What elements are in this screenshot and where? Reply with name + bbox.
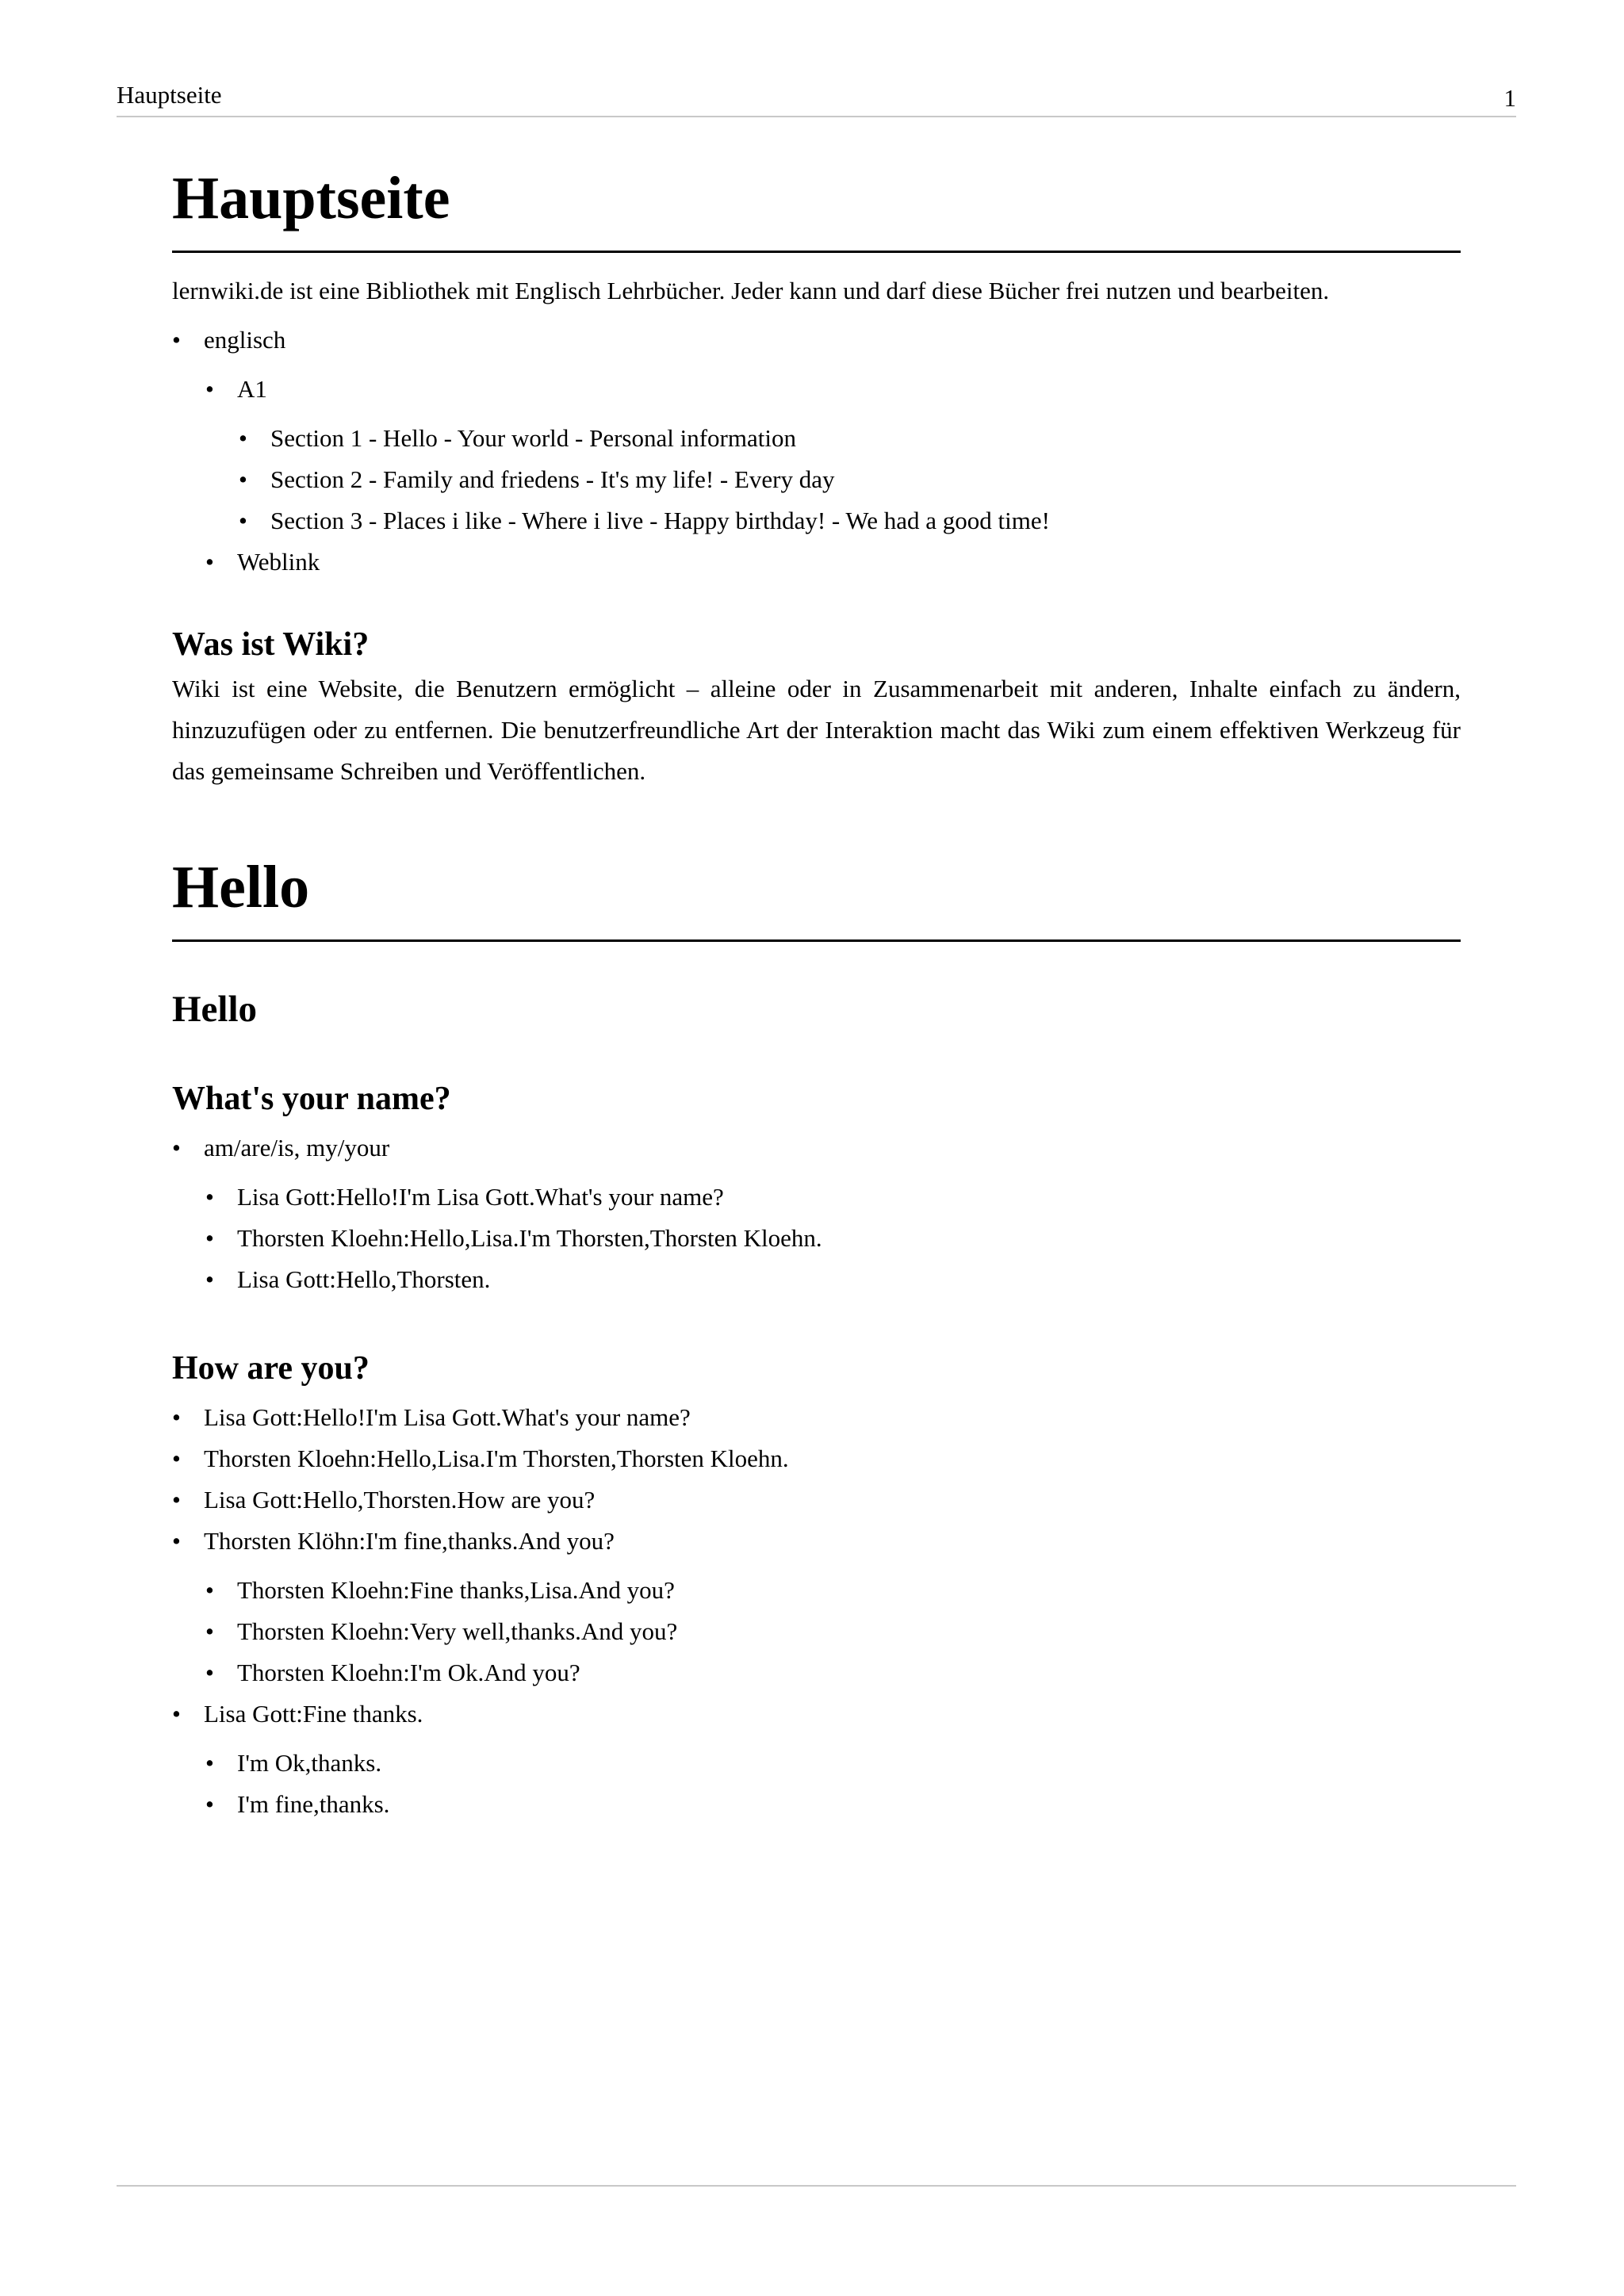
- dialog-line: • I'm Ok,thanks.: [237, 1743, 1461, 1784]
- hauptseite-title: Hauptseite: [172, 159, 1461, 253]
- dialog-line: • Thorsten Kloehn:Hello,Lisa.I'm Thorsten,Thorsten Kloehn.: [204, 1438, 1461, 1479]
- name-heading: What's your name?: [172, 1081, 451, 1117]
- list-item-weblink[interactable]: • Weblink: [237, 541, 1461, 583]
- dialog-line: • Lisa Gott:Hello!I'm Lisa Gott.What's your name?: [204, 1397, 1461, 1438]
- footer-rule: [117, 2185, 1516, 2187]
- sub-list: [172, 369, 1461, 410]
- page-content: [172, 159, 1461, 1825]
- section-list: [172, 418, 1461, 541]
- dialog-line: • Lisa Gott:Fine thanks.: [204, 1693, 1461, 1735]
- dialog-line: • Lisa Gott:Hello,Thorsten.How are you?: [204, 1479, 1461, 1521]
- weblink-list: [172, 541, 1461, 583]
- list-item-englisch[interactable]: • englisch: [204, 320, 1461, 361]
- list-item-section-2[interactable]: • Section 2 - Family and friedens - It's my life! - Every day: [270, 459, 1461, 500]
- main-list: [172, 320, 1461, 361]
- dialog-line: • Thorsten Kloehn:Hello,Lisa.I'm Thorsten,Thorsten Kloehn.: [237, 1218, 1461, 1259]
- dialog-line: • Lisa Gott:Hello!I'm Lisa Gott.What's your name?: [237, 1177, 1461, 1218]
- name-topic-list: [172, 1127, 1461, 1169]
- list-item-section-3[interactable]: • Section 3 - Places i like - Where i live - Happy birthday! - We had a good time!: [270, 500, 1461, 541]
- hello-subtitle: Hello: [172, 989, 258, 1030]
- dialog-line: • Thorsten Kloehn:Fine thanks,Lisa.And you?: [237, 1570, 1461, 1611]
- dialog-line: • Thorsten Kloehn:I'm Ok.And you?: [237, 1652, 1461, 1693]
- list-item-section-1[interactable]: • Section 1 - Hello - Your world - Personal information: [270, 418, 1461, 459]
- wiki-heading: Was ist Wiki?: [172, 626, 370, 663]
- name-dialog-list: [172, 1177, 1461, 1300]
- how-reply-list: [172, 1570, 1461, 1693]
- page-header: [117, 79, 1516, 117]
- list-item-a1[interactable]: • A1: [237, 369, 1461, 410]
- dialog-line: • I'm fine,thanks.: [237, 1784, 1461, 1825]
- page-number: 1: [1503, 84, 1516, 112]
- how-final-list: [172, 1693, 1461, 1735]
- hello-title: Hello: [172, 848, 1461, 942]
- dialog-line: • Thorsten Kloehn:Very well,thanks.And you?: [237, 1611, 1461, 1652]
- intro-paragraph: lernwiki.de ist eine Bibliothek mit Englisch Lehrbücher. Jeder kann und darf diese Bücher frei nutzen und bearbeiten.: [172, 277, 1330, 304]
- list-item-topic: • am/are/is, my/your: [204, 1127, 1461, 1169]
- how-heading: How are you?: [172, 1350, 370, 1387]
- wiki-paragraph: Wiki ist eine Website, die Benutzern ermöglicht – alleine oder in Zusammenarbeit mit anderen, Inhalte einfach zu ändern, hinzuzufügen oder zu entfernen. Die benutzerfreundliche Art der Interaktion macht das Wiki zum einem effektiven Werkzeug für das gemeinsame Schreiben und Veröffentlichen.: [172, 675, 1461, 785]
- how-dialog-list: [172, 1397, 1461, 1562]
- how-final-reply-list: [172, 1743, 1461, 1825]
- running-title: Hauptseite: [117, 81, 222, 109]
- dialog-line: • Thorsten Klöhn:I'm fine,thanks.And you?: [204, 1521, 1461, 1562]
- dialog-line: • Lisa Gott:Hello,Thorsten.: [237, 1259, 1461, 1300]
